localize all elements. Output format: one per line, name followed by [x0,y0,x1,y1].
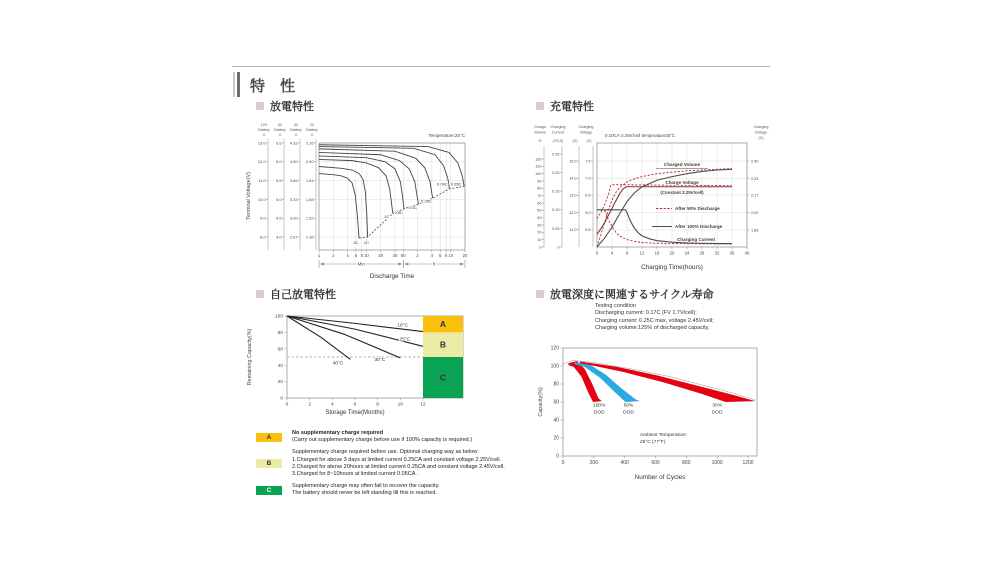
svg-text:2.16: 2.16 [305,140,314,146]
svg-text:60: 60 [277,347,283,353]
svg-text:10: 10 [397,402,403,408]
svg-text:(Constant 2.25V/cell): (Constant 2.25V/cell) [660,190,704,195]
legend-line: Supplementary charge may often fail to recover the capacity. [292,483,440,490]
svg-text:2V: 2V [309,123,315,127]
svg-text:40: 40 [277,363,283,369]
svg-text:10: 10 [364,253,369,258]
svg-text:14.0: 14.0 [569,176,577,181]
svg-text:Charging: Charging [550,125,566,129]
svg-text:V: V [294,133,298,137]
svg-text:Battery: Battery [306,128,318,132]
svg-text:4.00: 4.00 [289,159,298,165]
cycle-life-chart [533,340,785,490]
svg-text:2.67: 2.67 [289,234,298,240]
series [287,316,423,366]
svg-text:8: 8 [360,253,363,258]
svg-text:8.0: 8.0 [260,234,266,240]
svg-text:h: h [432,261,436,267]
svg-text:11.0: 11.0 [569,228,577,233]
svg-text:3.00: 3.00 [289,215,298,221]
svg-text:6.0: 6.0 [276,159,282,165]
svg-text:4.33: 4.33 [289,140,298,146]
self-discharge-chart [240,300,512,424]
svg-text:Terminal Voltage(V): Terminal Voltage(V) [246,172,252,220]
header-accent-bar-light [233,72,235,97]
svg-text:120: 120 [550,345,559,352]
svg-text:12: 12 [639,250,645,256]
svg-text:4V: 4V [293,123,299,127]
svg-text:0: 0 [561,460,565,466]
svg-text:V: V [262,133,266,137]
svg-text:6V: 6V [277,123,283,127]
svg-text:1C: 1C [384,214,390,220]
testing-condition-line: Charging current: 0.25C max, voltage 2.45V/cell; [595,317,714,324]
svg-text:Charging: Charging [753,125,769,129]
self-discharge-legend [256,430,526,503]
plot [538,346,757,481]
svg-text:Battery: Battery [258,128,270,132]
svg-text:(XCA): (XCA) [552,139,564,143]
section-bullet-icon [536,290,544,298]
svg-text:4: 4 [346,253,349,258]
testing-condition-line: Charging volume:125% of discharged capacity. [595,325,710,332]
svg-text:50: 50 [537,208,542,213]
svg-text:5.5: 5.5 [585,228,591,233]
svg-text:90: 90 [537,179,542,184]
svg-text:6.0: 6.0 [585,210,591,215]
svg-text:2: 2 [308,402,311,408]
legend-row-c [256,483,526,497]
svg-text:2: 2 [416,253,419,258]
series [319,145,464,245]
svg-text:Remaining Capacity(%): Remaining Capacity(%) [247,328,253,386]
legend-line: 2.Charged for above 20hours at limited current 0.25CA and constant voltage 2.45V/cell. [292,463,505,470]
svg-text:800: 800 [682,460,691,466]
voltage-axes [258,123,318,250]
svg-text:25°C: 25°C [399,337,411,343]
svg-text:100%: 100% [593,403,606,409]
svg-text:12.0: 12.0 [569,210,577,215]
top-divider [232,66,770,67]
svg-text:40: 40 [392,253,398,258]
svg-text:(V): (V) [572,139,578,143]
svg-text:20: 20 [277,380,283,386]
svg-text:12.0: 12.0 [257,159,266,165]
svg-text:6.5: 6.5 [585,193,591,198]
svg-text:0.15: 0.15 [552,189,560,194]
svg-text:110: 110 [535,164,542,169]
svg-text:24: 24 [684,250,690,256]
section-bullet-icon [256,102,264,110]
svg-text:30°C: 30°C [374,358,386,364]
section-title-label: 放電特性 [270,101,314,113]
svg-text:1.68: 1.68 [305,196,314,202]
svg-text:2C: 2C [363,240,369,246]
svg-text:120: 120 [535,157,542,162]
svg-text:V: V [278,133,282,137]
bands [568,361,755,416]
svg-text:Voltage: Voltage [754,130,768,135]
section-title-label: 自己放電特性 [270,289,336,301]
legend-row-b [256,449,526,478]
svg-text:15.0: 15.0 [569,159,577,164]
svg-text:Voltage: Voltage [579,130,593,135]
svg-text:25°C (77°F): 25°C (77°F) [640,440,666,445]
svg-text:Charging: Charging [578,125,594,129]
svg-text:2.00: 2.00 [751,210,759,215]
svg-text:4: 4 [430,253,434,258]
svg-text:36: 36 [729,250,735,256]
legend-box-c: C [256,486,282,495]
svg-text:0: 0 [595,250,599,256]
svg-text:Ambient Temperature:: Ambient Temperature: [640,433,688,438]
svg-text:Charge Voltage: Charge Voltage [665,180,699,185]
svg-text:80: 80 [553,381,559,388]
svg-text:10: 10 [448,253,454,258]
svg-text:20: 20 [537,230,542,235]
svg-text:0.10CA-2.25V/cell temperatur: 0.10CA-2.25V/cell temperature25°C [605,133,676,138]
svg-text:0.20: 0.20 [552,171,560,175]
svg-text:DOD: DOD [711,410,723,416]
svg-text:20: 20 [378,253,384,258]
svg-text:Battery: Battery [274,128,286,132]
svg-text:2: 2 [332,253,335,258]
section-title-label: 充電特性 [550,101,594,113]
svg-text:C: C [439,372,447,383]
svg-text:A: A [439,319,447,330]
legend-row-a [256,430,526,444]
svg-text:DOD: DOD [593,410,605,416]
svg-text:20: 20 [553,435,559,442]
testing-condition-line: Discharging current: 0.17C (FV 1.7V/cell); [595,310,697,317]
svg-text:40°C: 40°C [332,361,344,367]
svg-text:V: V [310,133,314,137]
svg-text:3.66: 3.66 [289,178,298,183]
svg-text:0: 0 [557,245,560,250]
plot [247,314,463,416]
svg-text:After 50% Discharge: After 50% Discharge [675,206,720,211]
svg-text:30%: 30% [712,403,722,409]
testing-conditions [595,303,785,333]
svg-text:5.5: 5.5 [276,178,282,183]
svg-text:3C: 3C [353,240,359,246]
svg-text:1.52: 1.52 [305,215,314,221]
right-axis [747,125,768,232]
svg-text:0: 0 [285,402,289,408]
svg-text:6.5: 6.5 [276,140,282,146]
svg-text:70: 70 [537,194,542,199]
discharge-characteristics-chart [240,118,512,288]
page-title: 特 性 [250,78,296,95]
svg-text:1200: 1200 [742,460,754,466]
legend-line: Supplementary charge required before use. Optional charging way as below: [292,449,479,456]
grid [319,143,465,250]
svg-text:Charging Time(hours): Charging Time(hours) [641,264,703,271]
svg-text:80: 80 [537,186,542,191]
svg-text:30: 30 [537,223,542,228]
svg-text:20: 20 [669,250,675,256]
svg-text:Current: Current [551,130,565,135]
svg-text:1.36: 1.36 [305,234,314,240]
svg-text:10: 10 [537,238,542,243]
svg-text:80: 80 [277,331,283,336]
svg-text:600: 600 [651,460,660,466]
svg-text:2.33: 2.33 [751,176,759,181]
svg-text:Charged Volume: Charged Volume [663,162,701,167]
svg-text:1.83: 1.83 [751,228,759,233]
svg-text:(V): (V) [586,139,592,143]
svg-text:Min: Min [357,261,365,267]
svg-text:2.00: 2.00 [305,159,314,165]
svg-text:2.17: 2.17 [751,193,759,198]
section-title-charge [536,98,594,114]
svg-text:Temperature:25°C: Temperature:25°C [428,133,465,138]
svg-text:28: 28 [699,250,705,256]
svg-text:Charge: Charge [533,125,547,129]
svg-text:Volume: Volume [533,130,547,135]
svg-text:200: 200 [589,460,599,466]
svg-text:10°C: 10°C [397,323,408,329]
section-title-cycle-life [536,286,714,302]
svg-text:400: 400 [620,460,629,466]
svg-text:60: 60 [537,201,542,206]
svg-text:9.0: 9.0 [260,215,266,221]
svg-text:0: 0 [280,396,283,402]
svg-text:7.0: 7.0 [585,176,591,181]
svg-text:100: 100 [550,363,559,370]
section-bullet-icon [256,290,264,298]
testing-condition-line: Testing condition [595,303,636,309]
svg-text:0.10: 0.10 [552,208,560,213]
svg-text:1000: 1000 [711,460,723,466]
legend-line: 3.Charged for 8~10hours at limited current 0.05CA . [292,471,419,478]
svg-text:32: 32 [714,250,720,256]
legend-line: The battery should never be left standing till this is reached. [292,490,437,497]
zones [423,316,463,398]
svg-text:8: 8 [625,250,629,256]
svg-text:0.25: 0.25 [552,152,560,157]
svg-text:0.6C: 0.6C [394,210,403,216]
svg-text:0.05C: 0.05C [450,181,462,187]
svg-text:16: 16 [654,250,660,256]
svg-text:5.0: 5.0 [276,196,282,202]
svg-text:6: 6 [439,253,442,258]
section-bullet-icon [536,102,544,110]
svg-text:DOD: DOD [623,410,634,416]
svg-text:8: 8 [376,402,379,408]
svg-text:10.0: 10.0 [257,196,266,202]
svg-text:(V): (V) [758,136,764,140]
svg-text:60: 60 [553,399,559,406]
legend-box-a: A [256,433,282,442]
svg-text:7.5: 7.5 [585,159,591,164]
svg-text:%: % [538,139,542,143]
svg-text:20: 20 [462,253,468,258]
x-unit-ranges [319,260,465,268]
svg-text:Storage Time(Months): Storage Time(Months) [325,410,385,416]
svg-text:60: 60 [400,253,406,258]
svg-text:0.4C: 0.4C [408,204,418,210]
svg-text:4: 4 [610,250,614,256]
svg-text:1.84: 1.84 [305,178,314,183]
svg-text:0.05: 0.05 [552,226,560,231]
svg-text:Capacity(%): Capacity(%) [538,387,544,417]
svg-text:Battery: Battery [290,128,302,132]
svg-text:Charging Current: Charging Current [676,237,716,242]
svg-text:13.0: 13.0 [257,140,266,146]
section-title-discharge [256,98,314,114]
svg-text:12V: 12V [260,123,268,127]
header-accent-bar-dark [237,72,240,97]
svg-text:0.09C: 0.09C [437,181,448,187]
svg-text:4.0: 4.0 [276,234,282,240]
svg-text:3.33: 3.33 [289,196,298,202]
left-axes [534,125,594,249]
svg-text:40: 40 [744,250,750,256]
svg-text:8: 8 [444,253,448,258]
svg-text:100: 100 [535,172,542,177]
legend-box-b: B [256,459,282,468]
svg-text:Number of Cycles: Number of Cycles [634,474,686,481]
svg-text:1: 1 [317,253,321,258]
svg-text:After 100% Discharge: After 100% Discharge [675,224,723,229]
svg-text:13.0: 13.0 [569,193,577,198]
svg-text:11.0: 11.0 [258,178,266,183]
svg-text:40: 40 [537,216,542,221]
legend-line: 1.Charged for above 3 days at limited current 0.25CA and constant voltage 2.25V/cell. [292,456,502,463]
legend-line: (Carry out supplementary charge before use if 100% capacity is required.) [292,437,473,444]
svg-text:Discharge Time: Discharge Time [369,273,415,280]
svg-text:6: 6 [354,253,358,258]
svg-text:40: 40 [553,417,559,424]
svg-text:100: 100 [274,314,283,320]
svg-text:4: 4 [330,402,334,408]
plot [534,125,769,271]
svg-text:0: 0 [539,245,542,250]
svg-text:12: 12 [420,402,426,408]
svg-text:0.25C: 0.25C [421,198,432,204]
svg-text:6: 6 [353,402,357,408]
section-title-label: 放電深度に関連するサイクル寿命 [550,289,714,301]
svg-text:50%: 50% [623,403,634,409]
svg-text:0: 0 [556,453,559,460]
legend-line: No supplementary charge required [292,430,384,436]
svg-text:4.5: 4.5 [276,215,282,221]
svg-text:2.50: 2.50 [751,159,759,164]
plot [246,123,468,280]
svg-text:B: B [439,339,447,350]
charge-characteristics-chart [530,118,786,278]
